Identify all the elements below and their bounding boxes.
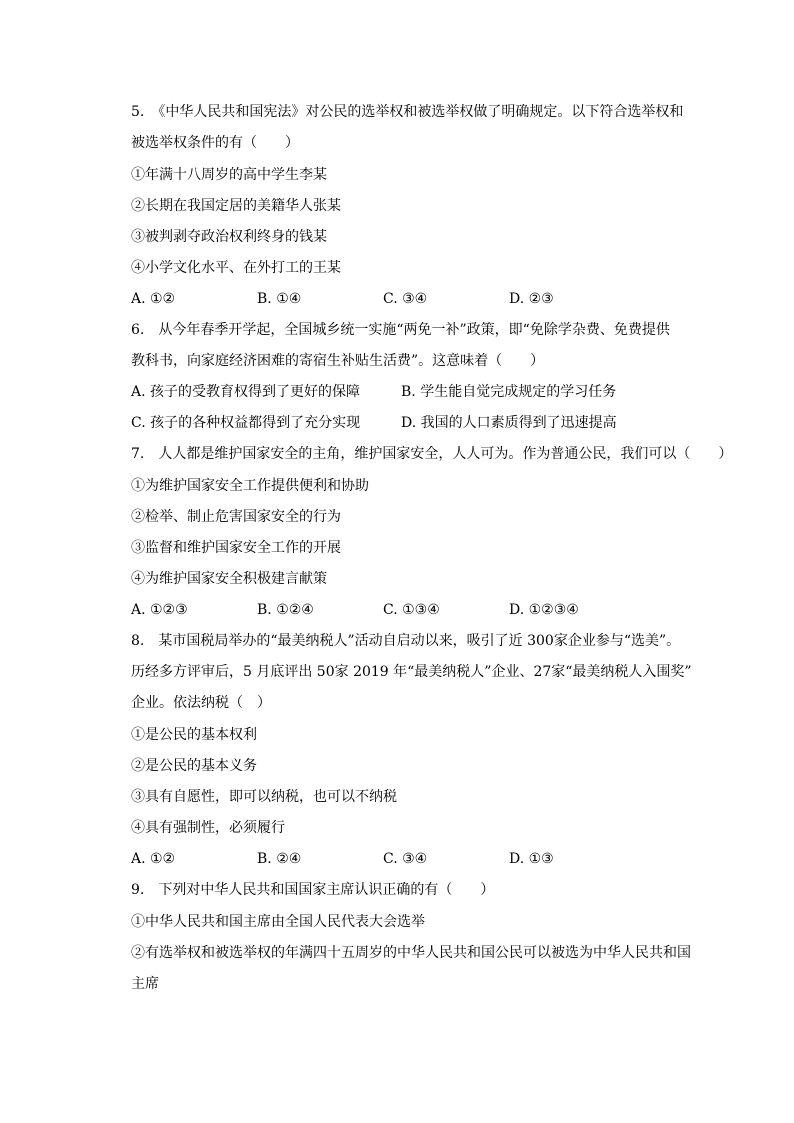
- q8-option-a[interactable]: A. ①②: [131, 851, 176, 867]
- q8-item-1: ①是公民的基本权利: [131, 727, 257, 743]
- q8-stem-line1: 8. 某市国税局举办的“最美纳税人”活动自启动以来，吸引了近 300家企业参与“选美”。: [131, 633, 681, 649]
- q9-item-2: ②有选举权和被选举权的年满四十五周岁的中华人民共和国公民可以被选为中华人民共和国: [131, 945, 691, 961]
- q7-option-a[interactable]: A. ①②③: [131, 602, 188, 618]
- q8-item-3: ③具有自愿性，即可以纳税，也可以不纳税: [131, 789, 397, 805]
- q8-stem-line3: 企业。依法纳税（ ）: [131, 695, 271, 711]
- q5-option-d[interactable]: D. ②③: [509, 291, 554, 307]
- q6-option-c[interactable]: C. 孩子的各种权益都得到了充分实现: [131, 415, 361, 431]
- q7-stem-line1: 7. 人人都是维护国家安全的主角，维护国家安全，人人可为。作为普通公民，我们可以（ ）: [131, 446, 733, 462]
- q8-item-2: ②是公民的基本义务: [131, 758, 257, 774]
- q7-option-c[interactable]: C. ①③④: [383, 602, 440, 618]
- q9-item-1: ①中华人民共和国主席由全国人民代表大会选举: [131, 914, 425, 930]
- q9-stem-line1: 9. 下列对中华人民共和国国家主席认识正确的有（ ）: [131, 882, 495, 898]
- q6-option-a[interactable]: A. 孩子的受教育权得到了更好的保障: [131, 384, 361, 400]
- q5-option-a[interactable]: A. ①②: [131, 291, 176, 307]
- q6-option-b[interactable]: B. 学生能自觉完成规定的学习任务: [401, 384, 617, 400]
- q7-option-d[interactable]: D. ①②③④: [509, 602, 579, 618]
- q6-option-d[interactable]: D. 我国的人口素质得到了迅速提高: [401, 415, 617, 431]
- q5-item-1: ①年满十八周岁的高中学生李某: [131, 167, 327, 183]
- q8-option-c[interactable]: C. ③④: [383, 851, 428, 867]
- q5-item-3: ③被判剥夺政治权利终身的钱某: [131, 229, 327, 245]
- q8-option-b[interactable]: B. ②④: [257, 851, 302, 867]
- q6-stem-line2: 教科书，向家庭经济困难的寄宿生补贴生活费”。这意味着（ ）: [131, 353, 545, 369]
- q5-option-c[interactable]: C. ③④: [383, 291, 428, 307]
- q5-stem-line1: 5. 《中华人民共和国宪法》对公民的选举权和被选举权做了明确规定。以下符合选举权和: [131, 104, 684, 120]
- q5-option-b[interactable]: B. ①④: [257, 291, 302, 307]
- q5-item-4: ④小学文化水平、在外打工的王某: [131, 260, 341, 276]
- q8-item-4: ④具有强制性，必须履行: [131, 820, 285, 836]
- q8-option-d[interactable]: D. ①③: [509, 851, 554, 867]
- q5-stem-line2: 被选举权条件的有（ ）: [131, 135, 299, 151]
- q8-stem-line2: 历经多方评审后，5 月底评出 50家 2019 年“最美纳税人”企业、27家“最美纳税人入围奖”: [131, 664, 692, 680]
- q7-item-3: ③监督和维护国家安全工作的开展: [131, 540, 341, 556]
- q7-item-2: ②检举、制止危害国家安全的行为: [131, 509, 341, 525]
- q6-stem-line1: 6. 从今年春季开学起，全国城乡统一实施“两免一补”政策，即“免除学杂费、免费提供: [131, 322, 670, 338]
- q7-option-b[interactable]: B. ①②④: [257, 602, 314, 618]
- q7-item-4: ④为维护国家安全积极建言献策: [131, 571, 327, 587]
- q5-item-2: ②长期在我国定居的美籍华人张某: [131, 198, 341, 214]
- q7-item-1: ①为维护国家安全工作提供便利和协助: [131, 478, 369, 494]
- q9-item-2-cont: 主席: [131, 976, 159, 992]
